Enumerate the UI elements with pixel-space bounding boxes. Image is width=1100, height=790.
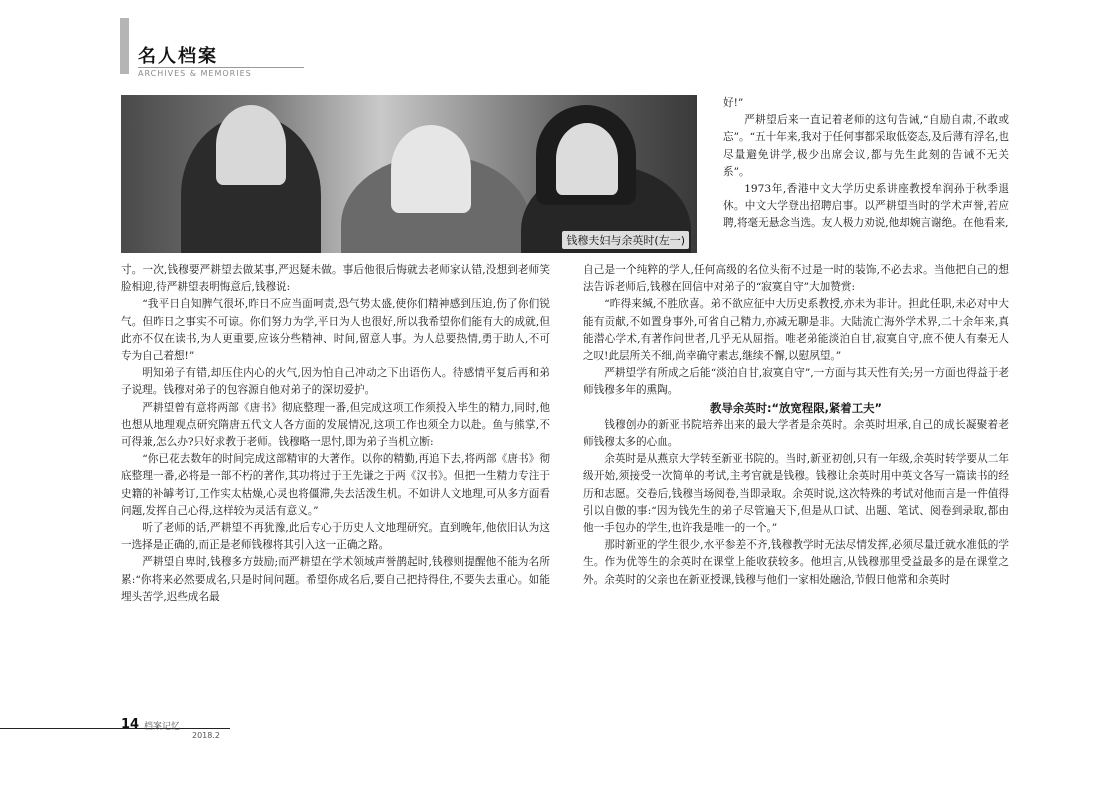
right-paragraph-3: 严耕望学有所成之后能“淡泊自甘,寂寞自守”,一方面与其天性有关;另一方面也得益于老师钱穆多年的熏陶。: [583, 367, 1009, 397]
right-column: [583, 262, 1009, 589]
right-top-paragraph-2: 严耕望后来一直记着老师的这句告诫,“自励自肃,不敢或忘”。“五十年来,我对于任何事都采取低姿态,及后薄有浮名,也尽量避免讲学,极少出席会议,都与先生此刻的告诫不无关系”。: [723, 114, 1009, 178]
left-paragraph-7: 严耕望自卑时,钱穆多方鼓励;而严耕望在学术领域声誉鹊起时,钱穆则提醒他不能为名所累:“你将来必然要成名,只是时间问题。希望你成名后,要自己把持得住,不要失去重心。如能埋头苦学,迟些成名最: [121, 556, 550, 603]
right-top-paragraph-1: 好!”: [723, 97, 744, 109]
magazine-name: 档案记忆: [144, 722, 181, 732]
photo-figure-middle-head: [391, 125, 471, 213]
footer-rule: [0, 728, 230, 729]
section-title: 名人档案: [138, 46, 218, 67]
page-number: 14: [121, 717, 140, 732]
right-column-top: [583, 95, 1009, 233]
right-paragraph-1: 自己是一个纯粹的学人,任何高级的名位头衔不过是一时的装饰,不必去求。当他把自己的想法告诉老师后,钱穆在回信中对弟子的“寂寞自守”大加赞赏:: [583, 264, 1009, 294]
photo-caption: 钱穆夫妇与余英时(左一): [562, 231, 689, 249]
issue-number: 2018.2: [192, 731, 220, 740]
right-paragraph-4: 钱穆创办的新亚书院培养出来的最大学者是余英时。余英时坦承,自己的成长凝聚着老师钱穆太多的心血。: [583, 418, 1009, 449]
photo-figure-left-head: [216, 105, 286, 185]
left-paragraph-2: “我平日自知脾气很坏,昨日不应当面呵责,恐气势太盛,使你们精神感到压迫,伤了你们锐气。但昨日之事实不可谅。你们努力为学,平日为人也很好,所以我希望你们能有大的成就,但此亦不仅在读书,为人更重要,应该分些精神、时间,留意人事。为人总要热情,勇于助人,不可专为自己着想!”: [121, 298, 550, 363]
left-paragraph-5: “你已花去数年的时间完成这部精审的大著作。以你的精勤,再追下去,将两部《唐书》彻底整理一番,必将是一部不朽的著作,其功将过于王先谦之于两《汉书》。但把一生精力专注于史籍的补罅考订,工作实太枯燥,心灵也将僵滞,失去活泼生机。不如讲人文地理,可从多方面看问题,发挥自己心得,这样较为灵活有意义。”: [121, 453, 550, 517]
right-paragraph-6: 那时新亚的学生很少,水平参差不齐,钱穆教学时无法尽情发挥,必须尽量迁就水准低的学生。作为优等生的余英时在课堂上能收获较多。他坦言,从钱穆那里受益最多的是在课堂之外。余英时的父亲也在新亚授课,钱穆与他们一家相处融洽,节假日他常和余英时: [583, 539, 1009, 586]
left-paragraph-6: 听了老师的话,严耕望不再犹豫,此后专心于历史人文地理研究。直到晚年,他依旧认为这一选择是正确的,而正是老师钱穆将其引入这一正确之路。: [121, 522, 550, 552]
left-paragraph-3: 明知弟子有错,却压住内心的火气,因为怕自己冲动之下出语伤人。待感情平复后再和弟子说理。钱穆对弟子的包容源自他对弟子的深切爱护。: [121, 367, 550, 397]
section-subtitle: ARCHIVES & MEMORIES: [138, 67, 304, 78]
right-top-paragraph-3: 1973年,香港中文大学历史系讲座教授牟润孙于秋季退休。中文大学登出招聘启事。以严耕望当时的学术声誉,若应聘,将毫无悬念当选。友人极力劝说,他却婉言谢绝。在他看来,: [723, 183, 1009, 230]
right-paragraph-5: 余英时是从燕京大学转至新亚书院的。当时,新亚初创,只有一年级,余英时转学要从二年级开始,须接受一次简单的考试,主考官就是钱穆。钱穆让余英时用中英文各写一篇读书的经历和志愿。交卷后,钱穆当场阅卷,当即录取。余英时说,这次特殊的考试对他而言是一件值得引以自傲的事:“因为钱先生的弟子尽管遍天下,但是从口试、出题、笔试、阅卷到录取,都由他一手包办的学生,也许我是唯一的一个。”: [583, 453, 1009, 535]
left-paragraph-4: 严耕望曾有意将两部《唐书》彻底整理一番,但完成这项工作须投入毕生的精力,同时,他也想从地理观点研究隋唐五代文人各方面的发展情况,这项工作也须全力以赴。鱼与熊掌,不可得兼,怎么办?只好求教于老师。钱穆略一思忖,即为弟子当机立断:: [121, 401, 550, 449]
section-subheading: 教导余英时:“放宽程限,紧着工夫”: [710, 400, 882, 415]
left-paragraph-1: 寸。一次,钱穆要严耕望去做某事,严迟疑未做。事后他很后悔就去老师家认错,没想到老师笑脸相迎,待严耕望表明悔意后,钱穆说:: [121, 264, 550, 294]
section-header-bar: [120, 18, 129, 74]
right-paragraph-2: “昨得来缄,不胜欣喜。弟不欲应征中大历史系教授,亦未为非计。担此任职,未必对中大能有贡献,不如置身事外,可省自己精力,亦减无聊是非。大陆流亡海外学术界,二十余年来,真能潜心学术,有著作问世者,几乎无从屈指。唯老弟能淡泊自甘,寂寞自守,庶不使人有秦无人之叹!此层所关不细,尚幸确守素志,继续不懈,以慰夙望。”: [583, 298, 1009, 363]
left-column: [121, 262, 550, 606]
